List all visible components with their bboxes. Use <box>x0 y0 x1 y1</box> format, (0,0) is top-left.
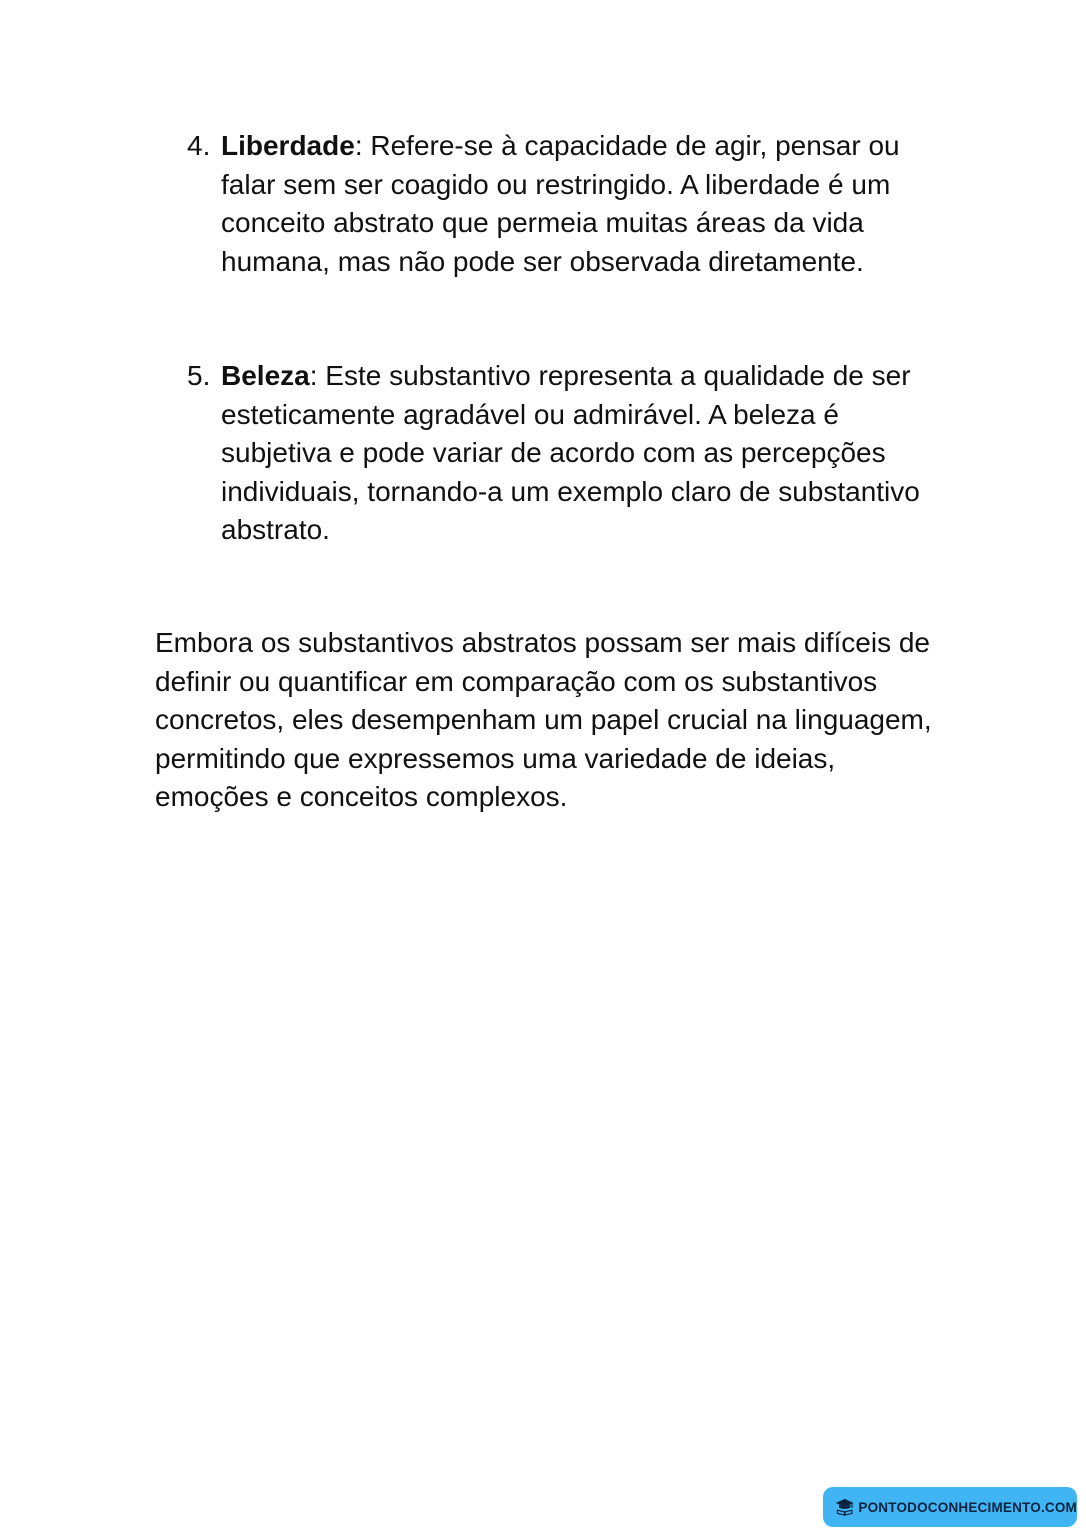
list-number: 5. <box>187 360 211 391</box>
list-item-body <box>221 357 947 550</box>
list-description: : Este substantivo representa a qualidade de ser esteticamente agradável ou admirável. A beleza é subjetiva e pode variar de acordo com as percepções individuais, tornando-a um exemplo claro de substantivo abstrato. <box>221 360 920 545</box>
list-term: Liberdade <box>221 130 355 161</box>
list-number: 4. <box>187 130 211 161</box>
list-item-beleza <box>187 357 947 550</box>
list-description: : Refere-se à capacidade de agir, pensar ou falar sem ser coagido ou restringido. A liberdade é um conceito abstrato que permeia muitas áreas da vida humana, mas não pode ser observada diretamente. <box>221 130 900 277</box>
list-term: Beleza <box>221 360 310 391</box>
site-watermark <box>823 1487 1077 1527</box>
graduation-cap-book-icon <box>835 1496 854 1518</box>
conclusion-paragraph: Embora os substantivos abstratos possam ser mais difíceis de definir ou quantificar em comparação com os substantivos concretos, eles desempenham um papel crucial na linguagem, permitindo que expressemos uma variedade de ideias, emoções e conceitos complexos. <box>155 627 932 812</box>
list-item-body <box>221 127 947 281</box>
watermark-text: PONTODOCONHECIMENTO.COM <box>858 1499 1077 1515</box>
list-item-liberdade <box>187 127 947 281</box>
